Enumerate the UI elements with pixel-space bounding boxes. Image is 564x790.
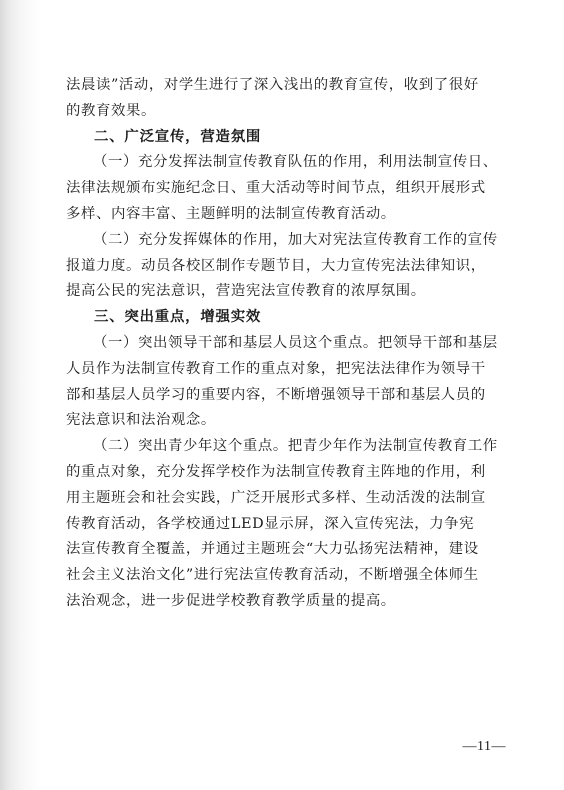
body-text-line: （二）突出青少年这个重点。把青少年作为法制宣传教育工作 <box>93 438 498 455</box>
body-text-line: 传教育活动，各学校通过LED显示屏，深入宣传宪法，力争宪 <box>66 515 475 532</box>
body-text-line: 的教育效果。 <box>66 102 156 119</box>
body-text-line: 法宣传教育全覆盖，并通过主题班会“大力弘扬宪法精神，建设 <box>66 541 479 558</box>
body-text-line: （一）突出领导干部和基层人员这个重点。把领导干部和基层 <box>93 334 498 351</box>
body-text-line: 报道力度。动员各校区制作专题节目，大力宣传宪法法律知识， <box>66 257 486 274</box>
body-text-line: 法律法规颁布实施纪念日、重大活动等时间节点，组织开展形式 <box>66 180 486 197</box>
body-text-line: 社会主义法治文化”进行宪法宣传教育活动，不断增强全体师生 <box>66 567 479 584</box>
body-text-line: 提高公民的宪法意识，营造宪法宣传教育的浓厚氛围。 <box>66 283 426 300</box>
body-text-line: 的重点对象，充分发挥学校作为法制宣传教育主阵地的作用，利 <box>66 463 486 480</box>
section-heading: 三、突出重点，增强实效 <box>94 309 262 326</box>
section-heading: 二、广泛宣传，营造氛围 <box>94 128 262 145</box>
document-body <box>66 73 510 615</box>
body-text-line: 宪法意识和法治观念。 <box>66 412 216 429</box>
body-text-line: 人员作为法制宣传教育工作的重点对象，把宪法法律作为领导干 <box>66 360 486 377</box>
body-text-line: （一）充分发挥法制宣传教育队伍的作用，利用法制宣传日、 <box>93 154 498 171</box>
body-text-line: 部和基层人员学习的重要内容，不断增强领导干部和基层人员的 <box>66 386 486 403</box>
body-text-line: 法治观念，进一步促进学校教育教学质量的提高。 <box>66 592 396 609</box>
body-text-line: 法晨读”活动，对学生进行了深入浅出的教育宣传，收到了很好 <box>66 77 479 93</box>
page-number: —11— <box>462 739 506 754</box>
body-text-line: 用主题班会和社会实践，广泛开展形式多样、生动活泼的法制宣 <box>66 489 486 506</box>
body-text-line: 多样、内容丰富、主题鲜明的法制宣传教育活动。 <box>66 205 396 222</box>
body-text-line: （二）充分发挥媒体的作用，加大对宪法宣传教育工作的宣传 <box>93 231 498 248</box>
